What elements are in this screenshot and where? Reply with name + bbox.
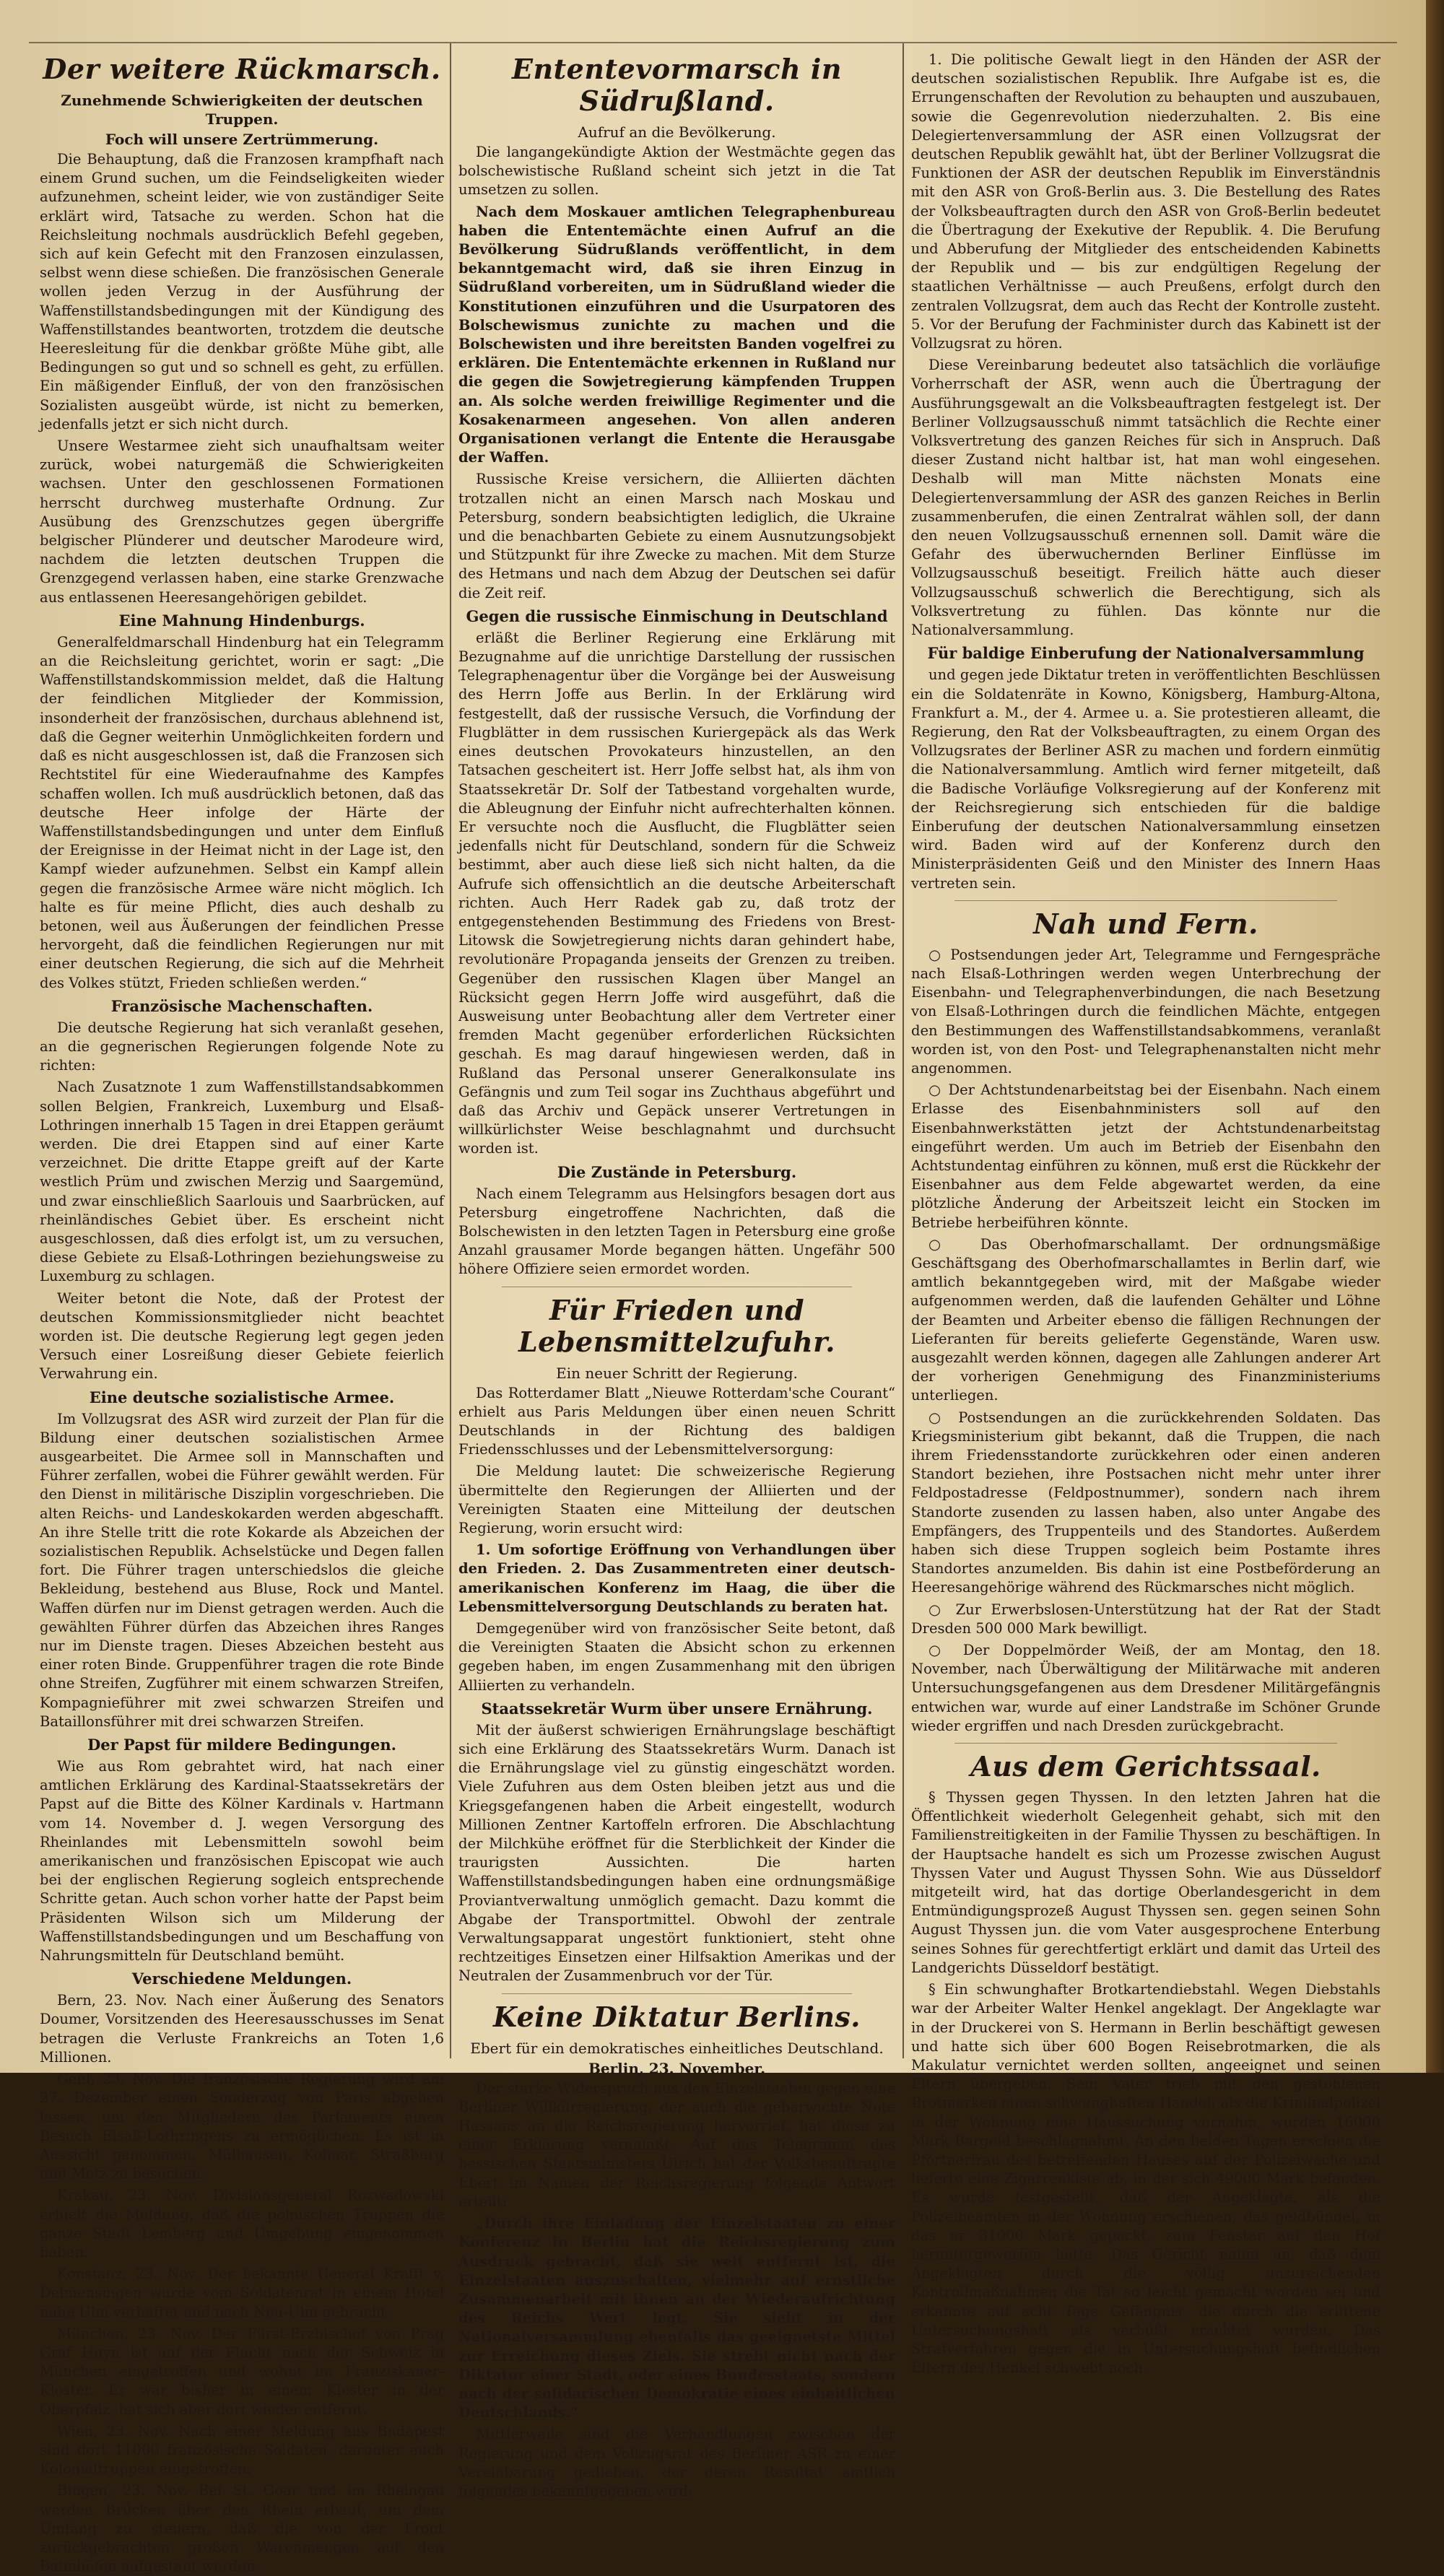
subhead: Ein neuer Schritt der Regierung. (556, 1364, 798, 1382)
news-item: Bern, 23. Nov. Nach einer Äußerung des Senators Doumer, Vorsitzenden des Heeresausschusses im Senat betragen die Verluste Frankreichs an Toten 1,6 Millionen. (40, 1992, 444, 2066)
book-spine (1426, 0, 1444, 2073)
section-heading: Eine deutsche sozialistische Armee. (89, 1388, 395, 1406)
article-paragraph: Mit der äußerst schwierigen Ernährungslage beschäftigt sich eine Erklärung des Staatssekretärs Wurm. Danach ist die Ernährungslage viel zu günstig eingeschätzt worden. Viele Zufuhren aus dem Osten bleiben jetzt aus und die Kriegsgefangenen haben die Arbeit eingestellt, wodurch Millionen Zentner Kartoffeln erfroren. Die Abschlachtung der Milchkühe eröffnet für die Sterblichkeit der Kinder die traurigsten Aussichten. Die harten Waffenstillstandsbedingungen haben eine ordnungsmäßige Proviantverwaltung unmöglich gemacht. Dazu kommt die Abgabe der Transportmittel. Obwohl der zentrale Verwaltungsapparat ungestört funktioniert, steht ohne rechtzeitiges Einsetzen einer Hilfsaktion Amerikas und der Neutralen der Zusammenbruch vor der Tür. (458, 1721, 895, 1985)
article-paragraph: Die Behauptung, daß die Franzosen krampfhaft nach einem Grund suchen, um die Feindseligkeiten wieder aufzunehmen, scheint leider, wie von zuständiger Seite erklärt wird, Tatsache zu werden. Schon hat die Reichsleitung nochmals ausdrücklich Befehl gegeben, sich auf kein Gefecht mit den Franzosen einzulassen, selbst wenn diese schießen. Die französischen Generale wollen jeden Verzug in der Ausführung der Waffenstillstandsbedingungen mit der Kündigung des Waffenstillstandes beantworten, trotzdem die deutsche Heeresleitung für die denkbar größte Mühe gibt, alle Bedingungen so gut und so schnell es geht, zu erfüllen. Ein mäßigender Einfluß, der von den französischen Sozialisten ausgeübt würde, ist nicht zu bemerken, jedenfalls jetzt er sich nicht durch. (40, 151, 444, 432)
headline-nah-und-fern: Nah und Fern. (1033, 907, 1258, 940)
news-item: Bingen, 23. Nov. Bei St. Goar und im Rheingau werden Brücken über den Rhein erbaut, um dem Umfang zu steuern, daß die von der Front zurückgebrachten großen Warenmengen auf den Bahnhöfen aufgestaut werden. (40, 2482, 444, 2575)
article-paragraph: Der starke Widerspruch aus den Einzelstaaten gegen eine Berliner Willkürregierung, der auch die gebarwichte Note Hessens an die Reichsregierung hervorrief, hat diese zu einer Erklärung veranlaßt. Auf das Telegramm des hessischen Staatsministers Ulrich hat der Volksbeauftragte Ebert im Namen der Reichsregierung folgende Antwort erteilt: (458, 2079, 895, 2210)
article-paragraph: Unsere Westarmee zieht sich unaufhaltsam weiter zurück, wobei naturgemäß die Schwierigkeiten wachsen. Unter den geschlossenen Formationen herrscht durchweg musterhafte Ordnung. Zur Ausübung des Grenzschutzes gegen übergriffe belgischer Plünderer und deutscher Marodeure wird, nachdem die letzten deutschen Truppen die Grenzgegend verlassen haben, eine starke Grenzwache aus entlassenen Heeresangehörigen gebildet. (40, 438, 444, 606)
article-paragraph: Diese Vereinbarung bedeutet also tatsächlich die vorläufige Vorherrschaft der ASR, wenn auch die Übertragung der Ausführungsgewalt an die Volksbeauftragten festgelegt ist. Der Berliner Vollzugsausschuß nimmt tatsächlich die Rechte einer Volksvertretung des ganzen Reiches für sich in Anspruch. Daß dieser Zustand nicht haltbar ist, hat man wohl eingesehen. Deshalb will man Mitte nächsten Monats eine Delegiertenversammlung der ASR des ganzen Reiches in Berlin zusammenberufen, die einen Zentralrat wählen soll, der dann den neuen Vollzugsausschuß ernennen soll. Damit wäre die Gefahr des überwuchernden Berliner Einflüsse im Vollzugsausschuß beseitigt. Freilich hätte auch dieser Vollzugsausschuß schwerlich die Berechtigung, sich als Volksvertretung zu fühlen. Das könnte nur die Nationalversammlung. (911, 357, 1380, 639)
section-heading: Französische Machenschaften. (110, 996, 373, 1015)
news-item: ○ Zur Erwerbslosen-Unterstützung hat der Rat der Stadt Dresden 500 000 Mark bewilligt. (911, 1601, 1380, 1637)
article-paragraph: Die Meldung lautet: Die schweizerische Regierung übermittelte den Regierungen der Alliierten und der Vereinigten Staaten eine Mitteilung der deutschen Regierung, worin ersucht wird: (458, 1463, 895, 1536)
section-heading: Verschiedene Meldungen. (131, 1970, 352, 1988)
article-paragraph: Nach einem Telegramm aus Helsingfors besagen dort aus Petersburg eingetroffene Nachrichten, daß die Bolschewisten in den letzten Tagen in Petersburg eine große Anzahl grausamer Morde begangen hätten. Ungefähr 500 höhere Offiziere seien ermordet worden. (458, 1185, 895, 1278)
article-paragraph: Im Vollzugsrat des ASR wird zurzeit der Plan für die Bildung einer deutschen sozialistischen Armee ausgearbeitet. Die Armee soll in Mannschaften und Führer zerfallen, wobei die Führer gewählt werden. Für den Dienst in militärische Disziplin vorgeschrieben. Die alten Reichs- und Landeskokarden werden abgeschafft. An ihre Stelle tritt die rote Kokarde als Abzeichen der sozialistischen Republik. Achselstücke und Degen fallen fort. Die Führer tragen unterschiedslos die gleiche Bekleidung, bestehend aus Bluse, Rock und Mantel. Waffen dürfen nur im Dienst getragen werden. Auch die gewählten Führer dürfen das Abzeichen ihres Ranges nur im Dienste tragen. Dieses Abzeichen besteht aus einer roten Binde. Gruppenführer tragen die rote Binde ohne Streifen, Zugführer mit einem schwarzen Streifen, Kompagnieführer mit zwei schwarzen Streifen und Bataillonsführer mit drei schwarzen Streifen. (40, 1410, 444, 1730)
section-heading: Eine Mahnung Hindenburgs. (118, 611, 365, 630)
article-paragraph: erläßt die Berliner Regierung eine Erklärung mit Bezugnahme auf die unrichtige Darstellung der russischen Telegraphenagentur über die Vorgänge bei der Ausweisung des Herrn Joffe aus Berlin. In der Erklärung wird festgestellt, daß der russische Versuch, die Vorfindung der Flugblätter in dem russischen Kuriergepäck als das Werk eines deutschen Provokateurs hinzustellen, an den Tatsachen gescheitert ist. Herr Joffe selbst hat, als ihm von Staatssekretär Dr. Solf der Tatbestand vorgehalten wurde, die Ableugnung der Einfuhr nicht aufrechterhalten können. Er versuchte noch die Ausflucht, die Flugblätter seien jedenfalls nicht für Deutschland, sondern für die Schweiz bestimmt, aber auch diese ließ sich nicht halten, da die Aufrufe sich offensichtlich an die deutsche Arbeiterschaft richten. Auch Herr Radek gab zu, daß trotz der entgegenstehenden Bestimmung des Friedens von Brest-Litowsk die Sowjetregierung nichts daran gehindert habe, revolutionäre Propaganda jenseits der Grenzen zu treiben. Gegenüber den russischen Klagen über Mangel an Rücksicht gegen Herrn Joffe wird ausgeführt, daß die Ausweisung unter Beobachtung aller dem Vertreter einer fremden Macht gegenüber erforderlichen Rücksichten geschah. Es mag darauf hingewiesen werden, daß in Rußland das Personal unserer Generalkonsulate ins Gefängnis und zum Teil sogar ins Zuchthaus abgeführt und daß das Archiv und Gepäck unserer Vertretungen in willkürlichster Weise beschlagnahmt und durchsucht worden ist. (458, 629, 895, 1157)
article-paragraph: Nach Zusatznote 1 zum Waffenstillstandsabkommen sollen Belgien, Frankreich, Luxemburg und Elsaß-Lothringen innerhalb 15 Tagen in drei Etappen geräumt werden. Die drei Etappen sind auf einer Karte verzeichnet. Die dritte Etappe greift auf der Karte westlich Prüm und zwischen Merzig und Saargemünd, und zwar einschließlich Saarlouis und Saarbrücken, auf rheinländisches Gebiet über. Es erscheint nicht ausgeschlossen, daß dies erfolgt ist, um zu versuchen, diese Gebiete zu Elsaß-Lothringen beziehungsweise zu Luxemburg zu schlagen. (40, 1079, 444, 1285)
news-item: ○ Postsendungen an die zurückkehrenden Soldaten. Das Kriegsministerium gibt bekannt, daß die Truppen, die nach ihrem Friedensstandorte zurückkehren oder einen anderen Standort beziehen, ihre Postsachen nicht mehr unter ihrer Feldpostadresse (Feldpostnummer), sondern nach ihrem Standorte zusenden zu lassen haben, also unter Angabe des Empfängers, des Truppenteils und des Standortes. Außerdem haben sich diese Truppen sogleich beim Postamte ihres Standortes anzumelden. Bis dahin ist eine Postbeförderung an Heeresangehörige während des Rückmarsches nicht möglich. (911, 1409, 1380, 1596)
news-item: ○ Der Doppelmörder Weiß, der am Montag, den 18. November, nach Überwältigung der Militärwache mit anderen Untersuchungsgefangenen aus dem Dresdener Militärgefängnis entwichen war, wurde auf einer Landstraße im Schöner Grunde wieder ergriffen und nach Dresden zurückgebracht. (911, 1642, 1380, 1734)
subhead: Ebert für ein demokratisches einheitliches Deutschland. (470, 2039, 884, 2057)
section-heading: Staatssekretär Wurm über unsere Ernährung. (481, 1699, 873, 1718)
left-column (40, 51, 444, 2575)
news-item: Krakau, 23. Nov. Divisionsgeneral Rozwadowski erhielt die Meldung, daß die polnischen Truppen die ganze Stadt Lemberg und Umgebung eingenommen haben. (40, 2187, 444, 2260)
section-heading: Die Zustände in Petersburg. (557, 1162, 797, 1181)
article-paragraph: Wie aus Rom gebrahtet wird, hat nach einer amtlichen Erklärung des Kardinal-Staatssekretärs der Papst auf die Bitte des Kölner Kardinals v. Hartmann vom 14. November d. J. wegen Versorgung des Rheinlandes mit Lebensmitteln sowohl beim amerikanischen und französischen Episcopat wie auch bei der englischen Regierung sogleich entsprechende Schritte getan. Auch schon vorher hatte der Papst beim Präsidenten Wilson sich um Milderung der Waffenstillstandsbedingungen und um Beschaffung von Nahrungsmitteln für Deutschland bemüht. (40, 1758, 444, 1964)
article-paragraph: Russische Kreise versichern, die Alliierten dächten trotzallen nicht an einen Marsch nach Moskau und Petersburg, sondern beabsichtigten lediglich, die Ukraine und die benachbarten Gebiete zu einem Ausnutzungsobjekt und Stützpunkt für ihre Zwecke zu machen. Mit dem Sturze des Hetmans und nach dem Abzug der Deutschen sei dafür die Zeit reif. (458, 471, 895, 601)
news-item: § Ein schwunghafter Brotkartendiebstahl. Wegen Diebstahls war der Arbeiter Walter Henkel angeklagt. Der Angeklagte war in der Druckerei von S. Hermann in Berlin beschäftigt gewesen und hatte sich über 600 Bogen Reisebrotmarken, die als Makulatur vernichtet werden sollten, angeeignet und seinen Eltern übergeben. Sein Vater trieb mit den gestohlenen Brotmarken einen schwunghaften Handel; als die Kriminalpolizei in der Wohnung eine Haussuchung vornahm, wurden 16000 Mark Bargeld beschlagnahmt. An den beiden Tagen erschien die Pförtnerfrau des betreffenden Hauses auf der Polizeiwache und lieferte eine Zigarrenkiste ab, in der sich 49000 Mark befanden. Es wurde festgestellt, daß der Angeklagte, als die Polizeibeamten in der Wohnung erschienen, das geldbündel, in das er 31000 Mark gepackt, zum Fenster auf den Hof heruntergeworfen hatte. Das Gericht nahm an, daß dem Angeklagten durch die völlig unzureichenden Kontrollmaßnahmen die Tat so leicht gemacht worden sei und erkannte auf acht Tage Gefängnis, die durch die erlittene Untersuchungshaft als verbüßt erachtet wurden. Das Strafverfahren gegen die in Untersuchungshaft befindlichen Eltern des Henkel schwebt noch. (911, 1981, 1380, 2377)
headline-diktatur: Keine Diktatur Berlins. (492, 2000, 861, 2033)
news-item: § Thyssen gegen Thyssen. In den letzten Jahren hat die Öffentlichkeit wiederholt Gelegenheit gehabt, sich mit den Familienstreitigkeiten in der Familie Thyssen zu beschäftigen. In der Hauptsache handelt es sich um Prozesse zwischen August Thyssen Vater und August Thyssen Sohn. Wie aus Düsseldorf mitgeteilt wird, hat das dortige Oberlandesgericht in dem Entmündigungsprozeß August Thyssen sen. gegen seinen Sohn August Thyssen jun. die vom Vater ausgesprochene Enterbung seines Sohnes für gerechtfertigt erklärt und damit das Urteil des Landgerichts Düsseldorf bestätigt. (911, 1789, 1380, 1976)
top-rule (29, 42, 1397, 43)
section-divider (954, 1743, 1337, 1744)
news-item: Konstanz, 23. Nov. Der bekannte General Krafft v. Delmensingen wurde vom Soldatenrat in einem Hotel nahe Ulm verhaftet und nach Neu-Ulm gebracht. (40, 2266, 444, 2320)
article-paragraph: 1. Um sofortige Eröffnung von Verhandlungen über den Frieden. 2. Das Zusammentreten einer deutsch-amerikanischen Konferenz im Haag, die über die Lebensmittelversorgung Deutschlands zu beraten hat. (458, 1541, 895, 1615)
news-item: München, 23. Nov. Der Fürst-Erzbischof von Prag Graf Huyn ist auf der Flucht nach der Schweiz in München eingetroffen und wohnt im Franziskaner-Kloster. Er war bisher in einem Kloster in der Oberpfalz, hat sich aber dort wieder entfernt. (40, 2325, 444, 2418)
subhead: Zunehmende Schwierigkeiten der deutschen Truppen. (61, 92, 423, 128)
dateline: Berlin, 23. November. (588, 2059, 766, 2077)
section-heading: Gegen die russische Einmischung in Deutschland (466, 606, 888, 625)
article-paragraph: Die langangekündigte Aktion der Westmächte gegen das bolschewistische Rußland scheint sich jetzt in die Tat umsetzen zu sollen. (458, 144, 895, 199)
news-item: Genf, 23. Nov. Die französische Regierung wird am 27. Dezember einen Sonderzug von Paris abgehen lassen, um den Mitgliedern des Parlaments einen Besuch Elsaß-Lothringens zu ermöglichen. Es ist in Aussicht genommen, Mülhausen, Kolmar, Straßburg und Metz zu besuchen. (40, 2071, 444, 2183)
article-paragraph: Mittlerweile sind die Verhandlungen zwischen der Regierung und dem Vollzugsrat des Berliner ASR zu einer Vereinbarung gediehen, der deren Resultat amtlich folgendes bekanntgegeben wird: (458, 2426, 895, 2499)
column-rule (450, 43, 451, 2058)
article-paragraph: Das Rotterdamer Blatt „Nieuwe Rotterdam'sche Courant“ erhielt aus Paris Meldungen über einen neuen Schritt Deutschlands in der Richtung des baldigen Friedensschlusses und der Lebensmittelversorgung: (458, 1384, 895, 1458)
article-paragraph: 1. Die politische Gewalt liegt in den Händen der ASR der deutschen sozialistischen Republik. Ihre Aufgabe ist es, die Errungenschaften der Revolution zu behaupten und auszubauen, sowie die Gegenrevolution niederzuhalten. 2. Bis eine Delegiertenversammlung der ASR einen Vollzugsrat der deutschen Republik gewählt hat, übt der Berliner Vollzugsrat die Funktionen der ASR der deutschen Republik im Einverständnis mit den ASR von Groß-Berlin aus. 3. Die Bestellung des Rates der Volksbeauftragten durch den ASR von Groß-Berlin bedeutet die Übertragung der Exekutive der Republik. 4. Die Berufung und Abberufung der Mitglieder des entscheidenden Kabinetts der Republik und — bis zur endgültigen Regelung der staatlichen Verhältnisse — auch Preußens, erfolgt durch den zentralen Vollzugsrat, dem auch das Recht der Kontrolle zusteht. 5. Vor der Berufung der Fachminister durch das Kabinett ist der Vollzugsrat zu hören. (911, 51, 1380, 352)
subhead: Aufruf an die Bevölkerung. (578, 123, 776, 141)
section-divider (954, 900, 1337, 901)
article-paragraph: Generalfeldmarschall Hindenburg hat ein Telegramm an die Reichsleitung gerichtet, worin er sagt: „Die Waffenstillstandskommission meldet, daß die Haltung der feindlichen Mitglieder der Kommission, insonderheit der französischen, durchaus ablehnend ist, daß die Gegner weiterhin Unmöglichkeiten fordern und daß es nicht ausgeschlossen ist, daß die Franzosen sich Rechtstitel für eine Wiederaufnahme des Kampfes schaffen wollen. Ich muß ausdrücklich betonen, daß das deutsche Heer infolge der Härte der Waffenstillstandsbedingungen und unter dem Einfluß der Ereignisse in der Heimat nicht in der Lage ist, den Kampf wieder aufzunehmen. Selbst ein Kampf allein gegen die französische Armee wäre nicht möglich. Ich halte es für meine Pflicht, dies auch deshalb zu betonen, weil aus Äußerungen der feindlichen Presse hervorgeht, daß die feindlichen Regierungen nur mit einer deutschen Regierung, die sich auf die Mehrheit des Volkes stützt, Frieden schließen werden.“ (40, 633, 444, 991)
news-item: ○ Der Achtstundenarbeitstag bei der Eisenbahn. Nach einem Erlasse des Eisenbahnministers soll auf den Eisenbahnwerkstätten jetzt der Achtstundenarbeitstag eingeführt werden. Um auch im Betrieb der Eisenbahn den Achtstundentag einführen zu können, muß erst die Rückkehr der Eisenbahner aus dem Felde abgewartet werden, da eine plötzliche Änderung der Arbeitszeit leicht ein Stocken im Betriebe herbeiführen könnte. (911, 1082, 1380, 1231)
right-column (911, 51, 1380, 2377)
middle-column (458, 51, 895, 2499)
section-divider (502, 1993, 852, 1994)
news-item: ○ Das Oberhofmarschallamt. Der ordnungsmäßige Geschäftsgang des Oberhofmarschallamtes in Berlin darf, wie amtlich bekanntgegeben wird, mit der Maßgabe wieder aufgenommen werden, daß die laufenden Gehälter und Löhne der Beamten und Arbeiter ebenso die fälligen Rechnungen der Lieferanten für bereits gelieferte Gegenstände, Waren usw. ausgezahlt werden können, dagegen alle Zahlungen anderer Art der vorherigen Genehmigung des Finanzministeriums unterliegen. (911, 1235, 1380, 1404)
section-heading: Für baldige Einberufung der Nationalversammlung (927, 644, 1365, 663)
section-heading: Der Papst für mildere Bedingungen. (87, 1736, 396, 1754)
subhead: Foch will unsere Zertrümmerung. (105, 131, 379, 148)
headline-frieden: Für Frieden und Lebensmittelzufuhr. (518, 1293, 836, 1358)
headline-rueckmarsch: Der weitere Rückmarsch. (43, 53, 441, 85)
headline-ententevormarsch: Ententevormarsch in Südrußland. (512, 53, 842, 117)
article-paragraph: Demgegenüber wird von französischer Seite betont, daß die Vereinigten Staaten die Absicht schon zu erkennen gegeben haben, im engen Zusammenhang mit den übrigen Alliierten zu verhandeln. (458, 1620, 895, 1694)
news-item: ○ Postsendungen jeder Art, Telegramme und Ferngespräche nach Elsaß-Lothringen werden wegen Unterbrechung der Eisenbahn- und Telegraphenverbindungen, die nach Besetzung von Elsaß-Lothringen durch die feindlichen Mächte, entgegen den Bestimmungen des Waffenstillstandsabkommens, veranlaßt worden ist, von den Post- und Telegraphenanstalten nicht mehr angenommen. (911, 946, 1380, 1076)
article-paragraph: Nach dem Moskauer amtlichen Telegraphenbureau haben die Ententemächte einen Aufruf an die Bevölkerung Südrußlands veröffentlicht, in dem bekanntgemacht wird, daß sie ihren Einzug in Südrußland vorbereiten, um in Südrußland wieder die Konstitutionen einzuführen und die Usurpatoren des Bolschewismus zunichte zu machen und die Bolschewisten und ihre bereitsten Banden vogelfrei zu erklären. Die Ententemächte erkennen in Rußland nur die gegen die Sowjetregierung kämpfenden Truppen an. Als solche werden freiwillige Regimenter und die Kosakenarmeen angesehen. Von allen anderen Organisationen verlangt die Entente die Herausgabe der Waffen. (458, 203, 895, 466)
article-paragraph: „Durch ihre Einladung der Einzelstaaten zu einer Konferenz in Berlin hat die Reichsregierung zum Ausdruck gebracht, daß sie weit entfernt ist, die Einzelstaaten auszuschalten, vielmehr auf ernstliche Zusammenarbeit mit ihnen an der Wiederaufrichtung des Reichs Wert legt. Sie sieht in der Nationalversammlung ebenfalls das geeignetste Mittel zur Erreichung dieses Ziels. Sie strebt nicht nach der Diktatur einer Stadt, oder eines Bundesstaats, sondern nach der solidarischen Demokratie eines einheitlichen Deutschlands.“ (458, 2215, 895, 2421)
article-paragraph: Weiter betont die Note, daß der Protest der deutschen Kommissionsmitglieder nicht beachtet worden ist. Die deutsche Regierung legt gegen jeden Versuch einer Losreißung dieser Gebiete feierlich Verwahrung ein. (40, 1289, 444, 1383)
news-item: Wien, 23. Nov. Nach einer Meldung aus Budapest sind dort 11000 französische Soldaten, darunter auch Kolonialtruppen eingetroffen. (40, 2422, 444, 2478)
article-paragraph: und gegen jede Diktatur treten in veröffentlichten Beschlüssen ein die Soldatenräte in Kowno, Königsberg, Hamburg-Altona, Frankfurt a. M., der 4. Armee u. a. Sie protestieren alleamt, die Regierung, den Rat der Volksbeauftragten, zu einem Organ des Vollzugsrates der Berliner ASR zu machen und fordern einmütig die Nationalversammlung. Amtlich wird ferner mitgeteilt, daß die Badische Vorläufige Volksregierung auf der Konferenz mit der Reichsregierung sich entschieden für die baldige Einberufung der deutschen Nationalversammlung einsetzen wird. Baden wird auf der Konferenz durch den Ministerpräsidenten Geiß und den Minister des Innern Haas vertreten sein. (911, 666, 1380, 892)
headline-gerichtssaal: Aus dem Gerichtssaal. (970, 1750, 1321, 1783)
article-paragraph: Die deutsche Regierung hat sich veranlaßt gesehen, an die gegnerischen Regierungen folgende Note zu richten: (40, 1019, 444, 1074)
column-rule (902, 43, 904, 2058)
